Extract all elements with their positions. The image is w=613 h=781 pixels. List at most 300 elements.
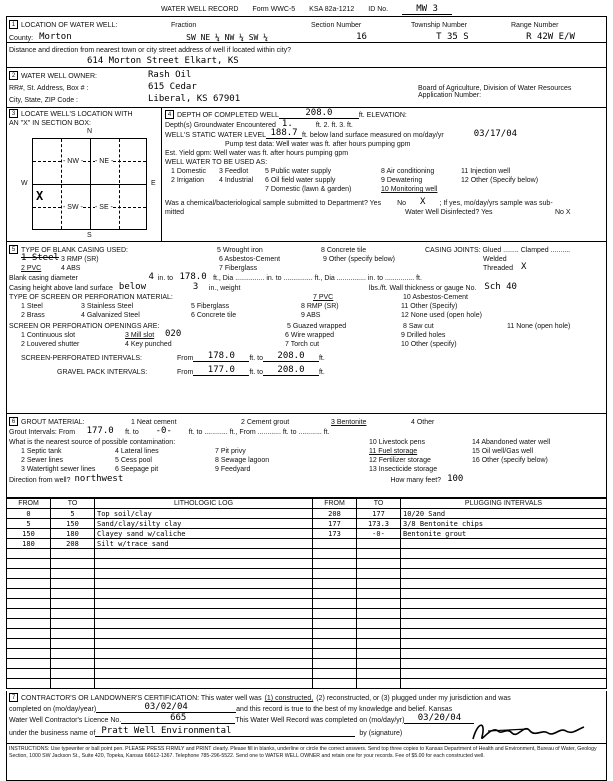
plugging-header: PLUGGING INTERVALS xyxy=(401,499,607,509)
perf-from-label: From xyxy=(177,355,194,362)
opening-6: 6 Wire wrapped xyxy=(285,332,335,339)
perf-from-value: 178.0 xyxy=(193,351,249,362)
opening-8: 8 Saw cut xyxy=(403,323,434,330)
log-to xyxy=(51,679,95,689)
log-lithology xyxy=(95,569,313,579)
section-value: 16 xyxy=(356,32,367,42)
log-lithology xyxy=(95,589,313,599)
section-number: 6 xyxy=(9,417,18,426)
opening-2: 2 Louvered shutter xyxy=(21,341,80,348)
screen-7: 7 PVC xyxy=(313,294,334,301)
table-row xyxy=(7,509,607,519)
gravel-ft: ft. xyxy=(318,369,325,376)
log-lithology xyxy=(95,679,313,689)
form-title: WATER WELL RECORD xyxy=(160,6,239,13)
grout-to-value: -0- xyxy=(155,426,172,436)
log-from: 180 xyxy=(7,539,51,549)
screen-11: 11 Other (Specify) xyxy=(401,303,458,310)
use-public: 5 Public water supply xyxy=(265,168,332,175)
plug-material xyxy=(401,539,607,549)
source-1: 1 Septic tank xyxy=(21,448,62,455)
plug-material xyxy=(401,619,607,629)
log-to xyxy=(51,559,95,569)
plug-material xyxy=(401,559,607,569)
source-13: 13 Insecticide storage xyxy=(369,466,438,473)
use-other: 12 Other (Specify below) xyxy=(461,177,539,184)
gravel-to-value: 208.0 xyxy=(263,365,319,376)
log-lithology xyxy=(95,619,313,629)
lithologic-header: LITHOLOGIC LOG xyxy=(95,499,313,509)
mitted-label: mitted xyxy=(165,209,185,216)
section-2-owner xyxy=(6,68,607,108)
log-lithology: Sand/clay/silty clay xyxy=(95,519,313,529)
se-label: - SE - xyxy=(95,204,113,211)
log-from xyxy=(7,549,51,559)
log-to xyxy=(51,579,95,589)
plug-from: 177 xyxy=(313,519,357,529)
table-row xyxy=(7,609,607,619)
disinfected-label: Water Well Disinfected? Yes xyxy=(405,209,493,216)
screen-5: 5 Fiberglass xyxy=(191,303,230,310)
id-value: MW 3 xyxy=(402,4,452,15)
water-well-record-form xyxy=(6,4,607,759)
source-12: 12 Fertilizer storage xyxy=(369,457,431,464)
source-9: 9 Feedyard xyxy=(215,466,251,473)
plug-to xyxy=(357,669,401,679)
plug-to: 173.3 xyxy=(357,519,401,529)
height-in-value: 3 xyxy=(192,282,199,292)
source-2: 2 Sewer lines xyxy=(21,457,64,464)
north-label: N xyxy=(87,128,93,135)
static-date-value: 03/17/04 xyxy=(473,129,518,139)
source-4: 4 Lateral lines xyxy=(115,448,159,455)
gravel-label: GRAVEL PACK INTERVALS: xyxy=(57,369,148,376)
grout-1: 1 Neat cement xyxy=(131,419,177,426)
table-row xyxy=(7,589,607,599)
source-3: 3 Watertight sewer lines xyxy=(21,466,96,473)
south-label: S xyxy=(87,232,92,239)
screen-4: 4 Galvanized Steel xyxy=(81,312,140,319)
section-title: LOCATION OF WATER WELL: xyxy=(21,22,118,29)
log-from xyxy=(7,589,51,599)
elevation-label: ft. ELEVATION: xyxy=(358,112,407,119)
section-3-4 xyxy=(6,108,607,242)
table-row xyxy=(7,599,607,609)
direction-label: Direction from well? xyxy=(9,477,71,484)
licence-label: Water Well Contractor's Licence No. xyxy=(9,717,122,724)
section-number: 3 xyxy=(9,109,18,118)
screen-9: 9 ABS xyxy=(301,312,321,319)
form-number: Form WWC-5 xyxy=(252,6,296,13)
source-14: 14 Abandoned water well xyxy=(472,439,551,446)
use-feedlot: 3 Feedlot xyxy=(219,168,249,175)
log-from xyxy=(7,609,51,619)
log-lithology xyxy=(95,629,313,639)
plug-from xyxy=(313,599,357,609)
depth-value: 208.0 xyxy=(279,108,359,119)
log-from xyxy=(7,599,51,609)
plug-from xyxy=(313,629,357,639)
use-title: WELL WATER TO BE USED AS: xyxy=(165,159,268,166)
grout-2: 2 Cement grout xyxy=(241,419,290,426)
use-air: 8 Air conditioning xyxy=(381,168,435,175)
completed-label: completed on (mo/day/year) xyxy=(9,706,97,713)
section-7-certification xyxy=(6,691,607,781)
well-location-mark: X xyxy=(36,189,44,203)
use-domestic: 1 Domestic xyxy=(171,168,207,175)
table-row xyxy=(7,629,607,639)
opening-3-value: 020 xyxy=(165,329,182,339)
to-header: TO xyxy=(51,499,95,509)
use-monitoring: 10 Monitoring well xyxy=(381,186,438,193)
source-10: 10 Livestock pens xyxy=(369,439,426,446)
static-level-mid: ft. below land surface measured on mo/day/yr xyxy=(302,132,444,139)
weight-tail: lbs./ft. Wall thickness or gauge No. xyxy=(368,285,477,292)
range-value: R 42W E/W xyxy=(526,32,575,42)
plug-to xyxy=(357,619,401,629)
chem-tail: ; If yes, mo/day/yrs sample was sub- xyxy=(439,200,553,207)
plug-to xyxy=(357,649,401,659)
direction-value: northwest xyxy=(74,474,124,484)
county-value: Morton xyxy=(39,32,72,42)
section-number: 7 xyxy=(9,693,18,702)
plug-material xyxy=(401,649,607,659)
city-label: City, State, ZIP Code : xyxy=(9,97,78,104)
plug-to xyxy=(357,559,401,569)
screen-1: 1 Steel xyxy=(21,303,43,310)
record-date-value: 03/20/04 xyxy=(404,713,474,724)
use-industrial: 4 Industrial xyxy=(219,177,254,184)
plug-to xyxy=(357,679,401,689)
section-grid xyxy=(32,138,147,230)
source-15: 15 Oil well/Gas well xyxy=(472,448,534,455)
table-row xyxy=(7,529,607,539)
grout-from-value: 177.0 xyxy=(86,426,114,436)
plug-to xyxy=(357,539,401,549)
opening-5: 5 Guazed wrapped xyxy=(287,323,347,330)
log-to xyxy=(51,639,95,649)
casing-8: 8 Concrete tile xyxy=(321,247,367,254)
opening-1: 1 Continuous slot xyxy=(21,332,76,339)
perf-to-value: 208.0 xyxy=(263,351,319,362)
plug-to-header: TO xyxy=(357,499,401,509)
grout-4: 4 Other xyxy=(411,419,435,426)
gravel-to-label: ft. to xyxy=(249,369,263,376)
table-row xyxy=(7,569,607,579)
screen-title: TYPE OF SCREEN OR PERFORATION MATERIAL: xyxy=(9,294,173,301)
table-row xyxy=(7,539,607,549)
plug-to xyxy=(357,549,401,559)
section-1-location xyxy=(6,16,607,68)
plug-from xyxy=(313,639,357,649)
opening-3: 3 Mill slot xyxy=(125,332,155,339)
log-to xyxy=(51,569,95,579)
log-from xyxy=(7,579,51,589)
id-label: ID No. xyxy=(368,6,389,13)
log-to: 5 xyxy=(51,509,95,519)
instructions: INSTRUCTIONS: Use typewriter or ball point pen. PLEASE PRESS FIRMLY and PRINT clearly. Please fill in blanks, underline or circle the correct answers. Send top three copies to Kansas Department of Health and Environment, Bureau of Water, Geology Section, 1000 SW Jackson St., Suite 420, Topeka, Kansas 66612-1367. Telephone 785-296-5522. Send one to WATER WELL OWNER and retain one for your records. Fee of $5.00 for each constructed well. xyxy=(7,743,606,761)
log-to xyxy=(51,589,95,599)
how-many-value: 100 xyxy=(447,474,464,484)
opening-10: 10 Other (specify) xyxy=(401,341,457,348)
height-mid: in., weight xyxy=(208,285,241,292)
county-label: County: xyxy=(9,35,34,42)
gravel-from-label: From xyxy=(177,369,194,376)
plug-from: 208 xyxy=(313,509,357,519)
range-label: Range Number xyxy=(511,22,559,29)
city-value: Liberal, KS 67901 xyxy=(148,94,241,104)
township-label: Township Number xyxy=(411,22,468,29)
table-row xyxy=(7,679,607,689)
log-lithology xyxy=(95,639,313,649)
plug-from xyxy=(313,649,357,659)
log-lithology xyxy=(95,609,313,619)
screen-3: 3 Stainless Steel xyxy=(81,303,134,310)
plug-to xyxy=(357,629,401,639)
plug-from xyxy=(313,589,357,599)
cert-constructed: (1) constructed, xyxy=(264,695,314,702)
section-number: 5 xyxy=(9,245,18,254)
board-label: Board of Agriculture, Division of Water Resources xyxy=(418,85,572,92)
use-lawn: 7 Domestic (lawn & garden) xyxy=(265,186,352,193)
grout-tail: ft. to ............ ft., From ............ ft. to ............ ft. xyxy=(188,429,330,436)
source-11: 11 Fuel storage xyxy=(369,448,418,455)
log-lithology xyxy=(95,579,313,589)
opening-9: 9 Drilled holes xyxy=(401,332,446,339)
section-4-depth xyxy=(165,108,605,216)
perf-to-label: ft. to xyxy=(249,355,263,362)
height-label: Casing height above land surface xyxy=(9,285,113,292)
table-row xyxy=(7,519,607,529)
plug-material xyxy=(401,579,607,589)
plug-material: Bentonite grout xyxy=(401,529,607,539)
form-header xyxy=(6,4,607,16)
log-to xyxy=(51,629,95,639)
section-5-casing xyxy=(6,242,607,414)
casing-4: 4 ABS xyxy=(61,265,81,272)
opening-7: 7 Torch cut xyxy=(285,341,320,348)
log-lithology xyxy=(95,599,313,609)
township-value: T 35 S xyxy=(436,32,469,42)
distance-label: Distance and direction from nearest town or city street address of well if located within city? xyxy=(9,47,292,54)
plug-material xyxy=(401,549,607,559)
casing-6: 6 Asbestos-Cement xyxy=(219,256,281,263)
diameter-label: Blank casing diameter xyxy=(9,275,78,282)
log-lithology xyxy=(95,669,313,679)
perf-label: SCREEN-PERFORATED INTERVALS: xyxy=(21,355,142,362)
groundwater-tail: ft. 2. ft. 3. ft. xyxy=(315,122,353,129)
section-title: LOCATE WELL'S LOCATION WITH xyxy=(21,111,133,118)
use-oil-field: 6 Oil field water supply xyxy=(265,177,336,184)
source-16: 16 Other (specify below) xyxy=(472,457,548,464)
signature xyxy=(468,719,588,745)
section-6-grout xyxy=(6,414,607,498)
log-to xyxy=(51,609,95,619)
threaded-label: Threaded xyxy=(483,265,513,272)
plug-to xyxy=(357,569,401,579)
plug-to xyxy=(357,589,401,599)
cert-tail: (2) reconstructed, or (3) plugged under my jurisdiction and was xyxy=(316,695,511,702)
ne-label: - NE - xyxy=(95,158,114,165)
plug-to xyxy=(357,639,401,649)
static-level-label: WELL'S STATIC WATER LEVEL xyxy=(165,132,267,139)
plug-material: 3/8 Bentonite chips xyxy=(401,519,607,529)
pump-test-line: Pump test data: Well water was ft. after hours pumping gpm xyxy=(225,141,411,148)
log-lithology xyxy=(95,659,313,669)
plug-to: -0- xyxy=(357,529,401,539)
opening-4: 4 Key punched xyxy=(125,341,172,348)
casing-5: 5 Wrought iron xyxy=(217,247,263,254)
gravel-from-value: 177.0 xyxy=(193,365,249,376)
cert-label: CONTRACTOR'S OR LANDOWNER'S CERTIFICATION: This water well was xyxy=(21,695,262,702)
diameter-tail: ft., Dia ............... in. to ............... ft., Dia ............... in. to ............... ft. xyxy=(213,275,422,282)
plug-material xyxy=(401,599,607,609)
address-label: RR#, St. Address, Box # : xyxy=(9,85,89,92)
plug-from xyxy=(313,659,357,669)
table-row xyxy=(7,549,607,559)
plug-from xyxy=(313,539,357,549)
table-row xyxy=(7,559,607,569)
threaded-x: X xyxy=(520,262,527,272)
log-from: 150 xyxy=(7,529,51,539)
casing-7: 7 Fiberglass xyxy=(219,265,258,272)
plug-material xyxy=(401,659,607,669)
fraction-value: SW NE ¼ NW ¼ SW ¼ xyxy=(186,33,269,42)
plug-from: 173 xyxy=(313,529,357,539)
table-row xyxy=(7,659,607,669)
signature-label: by (signature) xyxy=(359,730,403,737)
groundwater-label: Depth(s) Groundwater Encountered xyxy=(165,122,276,129)
source-5: 5 Cess pool xyxy=(115,457,152,464)
diameter-ft-value: 178.0 xyxy=(179,272,207,282)
casing-9: 9 Other (specify below) xyxy=(323,256,395,263)
table-row xyxy=(7,639,607,649)
plug-material xyxy=(401,569,607,579)
plug-material xyxy=(401,639,607,649)
log-from xyxy=(7,639,51,649)
plug-material xyxy=(401,679,607,689)
log-to: 208 xyxy=(51,539,95,549)
log-from: 5 xyxy=(7,519,51,529)
gauge-value: Sch 40 xyxy=(484,282,517,292)
plug-from xyxy=(313,559,357,569)
log-from xyxy=(7,629,51,639)
completed-value: 03/02/04 xyxy=(96,702,236,713)
plug-material: 10/20 Sand xyxy=(401,509,607,519)
chem-x: X xyxy=(420,197,426,207)
plug-from xyxy=(313,579,357,589)
application-label: Application Number: xyxy=(418,92,482,99)
log-to xyxy=(51,619,95,629)
how-many-label: How many feet? xyxy=(390,477,442,484)
log-lithology: Silt w/trace sand xyxy=(95,539,313,549)
screen-10: 10 Asbestos-Cement xyxy=(403,294,468,301)
address-value: 614 Morton Street Elkart, KS xyxy=(87,56,239,66)
log-to xyxy=(51,669,95,679)
source-question: What is the nearest source of possible contamination: xyxy=(9,439,176,446)
plug-to: 177 xyxy=(357,509,401,519)
section-number: 1 xyxy=(9,20,18,29)
height-value: below xyxy=(118,282,146,292)
plug-to xyxy=(357,659,401,669)
west-label: W xyxy=(21,180,28,187)
log-to xyxy=(51,659,95,669)
section-3-locator xyxy=(7,108,162,241)
log-to: 150 xyxy=(51,519,95,529)
section-title: TYPE OF BLANK CASING USED: xyxy=(21,247,128,254)
business-label: under the business name of xyxy=(9,730,96,737)
diameter-to: in. to xyxy=(157,275,174,282)
log-to xyxy=(51,599,95,609)
log-from xyxy=(7,669,51,679)
log-to xyxy=(51,649,95,659)
casing-1: 1 Steel xyxy=(21,253,59,263)
source-8: 8 Sewage lagoon xyxy=(215,457,270,464)
log-lithology xyxy=(95,649,313,659)
plug-from xyxy=(313,679,357,689)
nw-label: - NW - xyxy=(63,158,84,165)
casing-2: 2 PVC xyxy=(21,265,42,272)
lithologic-log-table xyxy=(6,498,607,689)
east-label: E xyxy=(151,180,156,187)
chem-no: No xyxy=(397,200,407,207)
fraction-label: Fraction xyxy=(171,22,197,29)
casing-joints: CASING JOINTS: Glued ........ Clamped .......... xyxy=(425,247,571,254)
section-title: WATER WELL OWNER: xyxy=(21,73,97,80)
log-from xyxy=(7,679,51,689)
plug-to xyxy=(357,599,401,609)
from-header: FROM xyxy=(7,499,51,509)
log-from: 0 xyxy=(7,509,51,519)
plug-from xyxy=(313,609,357,619)
grout-3: 3 Bentonite xyxy=(331,419,367,426)
log-lithology: Clayey sand w/caliche xyxy=(95,529,313,539)
plug-from-header: FROM xyxy=(313,499,357,509)
section-number: 2 xyxy=(9,71,18,80)
owner-value: Rash Oil xyxy=(148,70,192,80)
plug-from xyxy=(313,669,357,679)
completed-tail: and this record is true to the best of my knowledge and belief. Kansas xyxy=(236,706,453,713)
log-to: 180 xyxy=(51,529,95,539)
chem-question: Was a chemical/bacteriological sample submitted to Department? Yes xyxy=(165,200,382,207)
section-subtitle: AN "X" IN SECTION BOX: xyxy=(9,120,91,127)
perf-ft: ft. xyxy=(318,355,325,362)
licence-value: 665 xyxy=(121,713,235,724)
casing-3: 3 RMP (SR) xyxy=(61,256,99,263)
log-from xyxy=(7,619,51,629)
opening-11: 11 None (open hole) xyxy=(507,323,571,330)
business-value: Pratt Well Environmental xyxy=(95,726,355,737)
plug-from xyxy=(313,569,357,579)
record-label: This Water Well Record was completed on (mo/day/yr) xyxy=(235,717,405,724)
section-title: GROUT MATERIAL: xyxy=(21,419,85,426)
screen-8: 8 RMP (SR) xyxy=(301,303,339,310)
openings-title: SCREEN OR PERFORATION OPENINGS ARE: xyxy=(9,323,160,330)
groundwater-value: 1. xyxy=(281,119,293,129)
yield-line: Est. Yield gpm: Well water was ft. after hours pumping gpm xyxy=(165,150,349,157)
section-number: 4 xyxy=(165,110,174,119)
use-dewatering: 9 Dewatering xyxy=(381,177,423,184)
source-6: 6 Seepage pit xyxy=(115,466,159,473)
diameter-value: 4 xyxy=(148,272,154,282)
welded-label: Welded xyxy=(483,256,507,263)
source-7: 7 Pit privy xyxy=(215,448,246,455)
plug-from xyxy=(313,549,357,559)
log-lithology xyxy=(95,559,313,569)
static-level-value: 188.7 xyxy=(266,128,302,139)
screen-12: 12 None used (open hole) xyxy=(401,312,482,319)
log-from xyxy=(7,659,51,669)
